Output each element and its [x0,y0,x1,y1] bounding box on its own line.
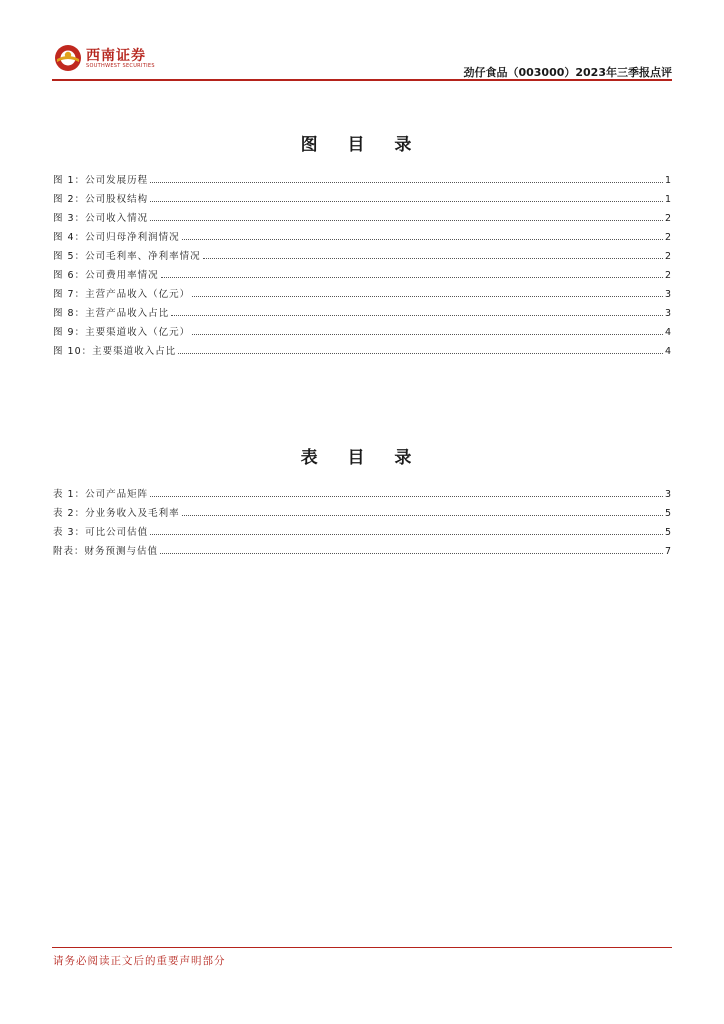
toc-dot-leader [178,353,663,354]
toc-entry[interactable] [53,500,671,519]
toc-entry-page: 1 [664,194,671,205]
toc-dot-leader [203,258,663,259]
toc-entry[interactable] [53,281,671,300]
toc-dot-leader [150,201,663,202]
toc-dot-leader [150,534,663,535]
toc-dot-leader [171,315,663,316]
toc-dot-leader [192,296,663,297]
figures-toc-title: 图 目 录 [300,135,424,155]
toc-entry-label: 图 9：主要渠道收入（亿元） [53,327,191,338]
toc-entry-label: 图 7：主营产品收入（亿元） [53,289,191,300]
header-divider [52,79,672,81]
toc-entry[interactable] [53,300,671,319]
toc-dot-leader [182,515,663,516]
page-header [0,0,724,82]
toc-entry-page: 3 [664,308,671,319]
toc-entry-label: 表 3：可比公司估值 [53,527,149,538]
toc-entry[interactable] [53,167,671,186]
figures-toc-list [53,167,671,357]
toc-entry-page: 5 [664,527,671,538]
toc-entry[interactable] [53,319,671,338]
toc-dot-leader [150,220,663,221]
toc-entry-label: 表 2：分业务收入及毛利率 [53,508,180,519]
toc-entry-page: 3 [664,489,671,500]
toc-dot-leader [182,239,663,240]
toc-entry-page: 7 [664,546,671,557]
tables-toc-list [53,481,671,557]
toc-entry-page: 3 [664,289,671,300]
toc-entry[interactable] [53,186,671,205]
toc-dot-leader [192,334,663,335]
toc-entry[interactable] [53,538,671,557]
toc-dot-leader [150,182,663,183]
toc-entry-page: 4 [664,346,671,357]
toc-entry[interactable] [53,519,671,538]
toc-entry-label: 图 2：公司股权结构 [53,194,149,205]
toc-entry[interactable] [53,224,671,243]
logo-english-text: SOUTHWEST SECURITIES [86,63,155,69]
footer-notice: 请务必阅读正文后的重要声明部分 [53,955,226,967]
company-logo [54,44,164,74]
logo-chinese-text: 西南证券 [86,48,146,64]
toc-entry-page: 4 [664,327,671,338]
toc-entry-page: 2 [664,213,671,224]
tables-toc-title: 表 目 录 [300,448,424,468]
footer-divider [52,947,672,948]
toc-entry-label: 附表：财务预测与估值 [53,546,159,557]
toc-dot-leader [161,277,663,278]
toc-entry-page: 2 [664,251,671,262]
toc-entry-label: 图 10：主要渠道收入占比 [53,346,177,357]
logo-emblem-icon [54,44,82,72]
toc-entry-page: 5 [664,508,671,519]
toc-entry-label: 图 1：公司发展历程 [53,175,149,186]
toc-entry-page: 1 [664,175,671,186]
toc-dot-leader [150,496,663,497]
toc-entry[interactable] [53,481,671,500]
toc-entry[interactable] [53,243,671,262]
toc-entry-label: 图 8：主营产品收入占比 [53,308,170,319]
toc-entry-label: 表 1：公司产品矩阵 [53,489,149,500]
toc-entry-label: 图 5：公司毛利率、净利率情况 [53,251,201,262]
toc-dot-leader [160,553,663,554]
toc-entry[interactable] [53,262,671,281]
toc-entry-page: 2 [664,270,671,281]
toc-entry[interactable] [53,338,671,357]
report-title: 劲仔食品（003000）2023年三季报点评 [463,66,672,79]
toc-entry-label: 图 6：公司费用率情况 [53,270,159,281]
toc-entry-label: 图 3：公司收入情况 [53,213,149,224]
toc-entry-label: 图 4：公司归母净利润情况 [53,232,180,243]
toc-entry-page: 2 [664,232,671,243]
toc-entry[interactable] [53,205,671,224]
